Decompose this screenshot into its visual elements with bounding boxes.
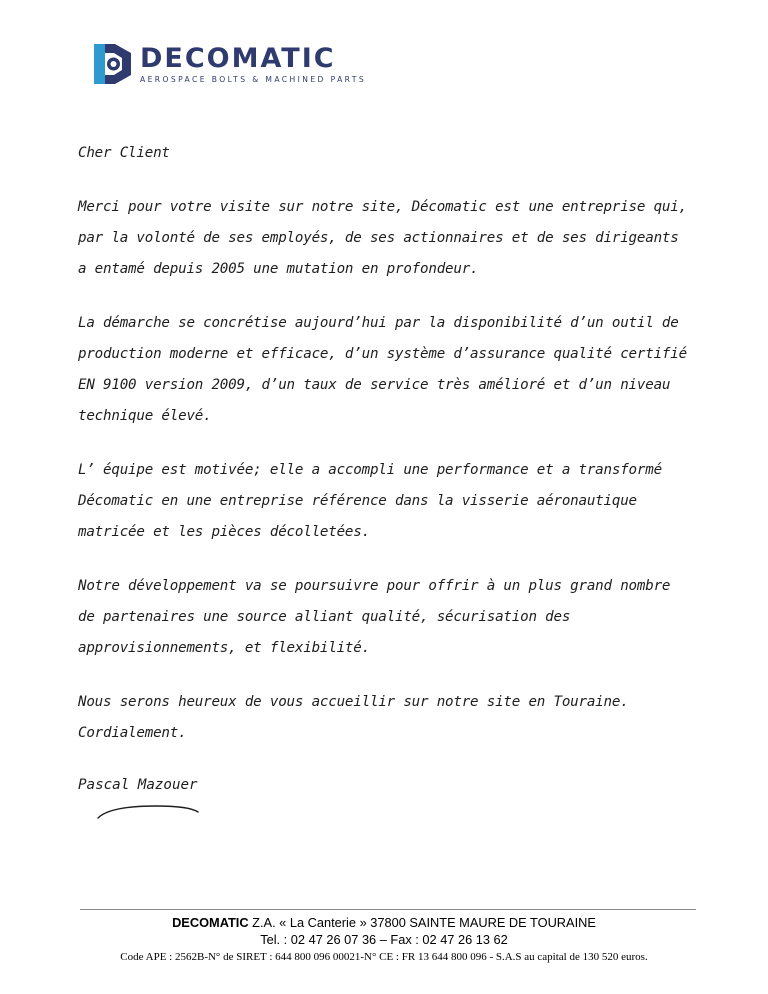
letter-greeting: Cher Client xyxy=(78,145,170,161)
letter-paragraph-4: Notre développement va se poursuivre pour offrir à un plus grand nombre de partenaires une source alliant qualité, sécurisation des approvisionnements, et flexibilité. xyxy=(78,578,671,656)
company-logo xyxy=(88,38,382,90)
letter-paragraph-3: L’ équipe est motivée; elle a accompli une performance et a transformé Décomatic en une entreprise référence dans la visserie aéronautique matricée et les pièces décolletées. xyxy=(78,462,662,540)
decomatic-logo-icon xyxy=(88,41,134,87)
footer-address-line xyxy=(60,915,708,930)
logo-text-group xyxy=(140,42,367,84)
footer-divider xyxy=(80,909,696,910)
signature-flourish-icon xyxy=(96,800,200,820)
footer-phone-fax: Tel. : 02 47 26 07 36 – Fax : 02 47 26 13 62 xyxy=(260,932,508,947)
signature-name: Pascal Mazouer xyxy=(78,777,198,793)
letter-closing-welcome: Nous serons heureux de vous accueillir sur notre site en Touraine. xyxy=(78,694,629,710)
letter-paragraph-2: La démarche se concrétise aujourd’hui par la disponibilité d’un outil de production moderne et efficace, d’un système d’assurance qualité certifié EN 9100 version 2009, d’un taux de service très amélioré et d’un niveau technique élevé. xyxy=(78,315,687,424)
logo-wordmark: DECOMATIC xyxy=(140,42,336,74)
letter-closing-regards: Cordialement. xyxy=(78,725,187,741)
footer-legal-info: Code APE : 2562B-N° de SIRET : 644 800 096 00021-N° CE : FR 13 644 800 096 - S.A.S au capital de 130 520 euros. xyxy=(120,951,648,963)
logo-tagline: AEROSPACE BOLTS & MACHINED PARTS xyxy=(140,74,367,84)
footer-address: Z.A. « La Canterie » 37800 SAINTE MAURE DE TOURAINE xyxy=(248,915,596,930)
letter-paragraph-1: Merci pour votre visite sur notre site, Décomatic est une entreprise qui, par la volonté de ses employés, de ses actionnaires et de ses dirigeants a entamé depuis 2005 une mutation en profondeur. xyxy=(78,199,687,277)
letter-body xyxy=(78,138,690,749)
footer-company-name: DECOMATIC xyxy=(172,915,249,930)
